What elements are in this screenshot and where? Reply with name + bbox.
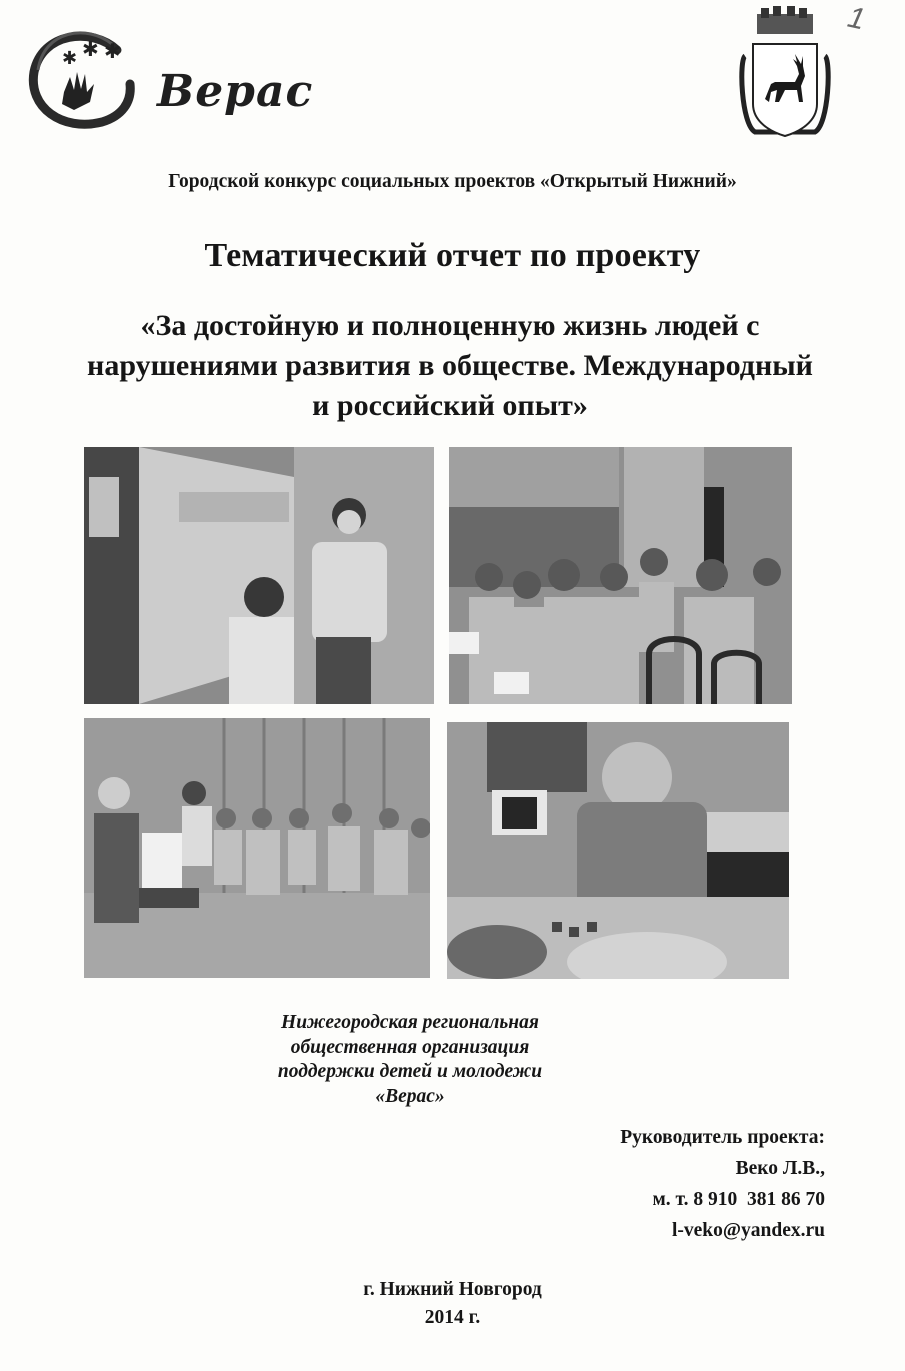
coat-of-arms	[735, 4, 835, 144]
photo-kitchen-cooking	[447, 722, 789, 979]
contact-name: Веко Л.В.,	[735, 1158, 825, 1179]
svg-text:✱: ✱	[62, 48, 78, 68]
svg-text:✱: ✱	[104, 41, 121, 63]
competition-name: Городской конкурс социальных проектов «Открытый Нижний»	[168, 171, 737, 192]
verас-logo	[22, 22, 314, 132]
photo-group-circle-session	[84, 718, 430, 978]
organization-line: общественная организация	[290, 1036, 530, 1058]
project-title	[20, 306, 880, 426]
organization-name	[230, 1011, 590, 1109]
project-title-line: «За достойную и полноценную жизнь людей с	[140, 309, 760, 342]
svg-text:✱: ✱	[82, 39, 99, 61]
contact-role: Руководитель проекта:	[620, 1127, 825, 1148]
report-title: Тематический отчет по проекту	[204, 237, 701, 274]
nizhny-novgorod-coat-of-arms-deer-icon	[735, 4, 835, 144]
project-contact	[620, 1122, 825, 1246]
project-title-line: и российский опыт»	[312, 389, 588, 422]
organization-line: поддержки детей и молодежи	[277, 1061, 543, 1082]
logo-text: Верас	[157, 66, 314, 117]
page-number: 1	[845, 0, 869, 37]
project-title-line: нарушениями развития в обществе. Международный	[87, 349, 813, 382]
photo-audience-seated	[449, 447, 792, 704]
footer-city: г. Нижний Новгород	[363, 1279, 542, 1300]
organization-line: «Верас»	[375, 1085, 445, 1107]
contact-email: l-veko@yandex.ru	[671, 1220, 825, 1241]
photo-teaching-whiteboard	[84, 447, 434, 704]
footer-year: 2014 г.	[424, 1307, 481, 1328]
handprint-stars-swirl-icon	[22, 22, 152, 132]
organization-line: Нижегородская региональная	[281, 1012, 539, 1033]
footer	[0, 1276, 905, 1332]
contact-phone: м. т. 8 910 381 86 70	[652, 1189, 825, 1210]
